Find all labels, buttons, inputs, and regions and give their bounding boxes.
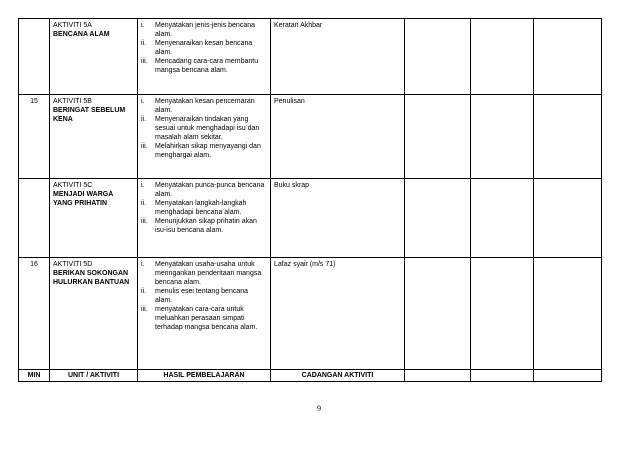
outcome-text: Menyatakan jenis-jenis bencana alam. (155, 22, 256, 38)
week-cell: 15 (19, 95, 50, 179)
unit-code: AKTIVITI 5A (53, 22, 92, 29)
lesson-plan-table (18, 18, 602, 382)
table-row (19, 179, 602, 258)
footer-empty-cell (534, 370, 602, 382)
footer-activity: CADANGAN AKTIVITI (271, 370, 405, 382)
unit-cell (50, 19, 138, 95)
unit-code: AKTIVITI 5B (53, 98, 92, 105)
outcomes-cell (138, 258, 271, 370)
outcome-number: i. (141, 182, 145, 189)
outcome-number: ii. (141, 40, 147, 47)
unit-cell (50, 95, 138, 179)
outcome-item (141, 260, 267, 287)
table-footer-row (19, 370, 602, 382)
outcome-number: i. (141, 98, 145, 105)
table-body (19, 19, 602, 370)
outcome-text: Menyenaraikan tindakan yang sesuai untuk menghadapi isu dan masalah alam sekitar. (155, 116, 260, 141)
outcome-number: i. (141, 22, 145, 29)
activity-cell: Penulisan (271, 95, 405, 179)
outcome-number: iii. (141, 58, 148, 65)
unit-cell (50, 179, 138, 258)
footer-empty-cell (471, 370, 534, 382)
outcome-text: menulis esei tentang bencana alam. (155, 288, 249, 304)
outcome-item (141, 142, 267, 160)
activity-cell: Keratan Akhbar (271, 19, 405, 95)
footer-outcomes: HASIL PEMBELAJARAN (138, 370, 271, 382)
table-row (19, 19, 602, 95)
unit-title: BERINGAT SEBELUM KENA (53, 107, 126, 123)
unit-title: BERIKAN SOKONGAN HULURKAN BANTUAN (53, 270, 130, 286)
table-row (19, 258, 602, 370)
outcome-item (141, 217, 267, 235)
outcome-item (141, 21, 267, 39)
outcome-text: Menyatakan usaha-usaha untuk meringankan penderitaan mangsa bencana alam. (155, 261, 262, 286)
empty-cell (534, 95, 602, 179)
week-cell: 16 (19, 258, 50, 370)
unit-title: MENJADI WARGA YANG PRIHATIN (53, 191, 114, 207)
outcome-number: ii. (141, 288, 147, 295)
outcomes-list (141, 97, 267, 160)
outcome-item (141, 115, 267, 142)
empty-cell (534, 258, 602, 370)
outcome-item (141, 199, 267, 217)
empty-cell (471, 179, 534, 258)
outcome-text: Menyenaraikan kesan bencana alam. (155, 40, 253, 56)
outcome-item (141, 305, 267, 332)
unit-cell (50, 258, 138, 370)
outcome-text: Menunjukkan sikap prihatin akan isu-isu bencana alam. (155, 218, 257, 234)
outcome-number: i. (141, 261, 145, 268)
empty-cell (534, 179, 602, 258)
empty-cell (405, 179, 471, 258)
empty-cell (405, 258, 471, 370)
outcomes-list (141, 21, 267, 75)
table-row (19, 95, 602, 179)
footer-week: MIN (19, 370, 50, 382)
outcome-item (141, 39, 267, 57)
outcome-text: Menyatakan langkah-langkah menghadapi bencana alam. (155, 200, 247, 216)
outcome-text: Melahirkan sikap menyayangi dan menghargai alam. (155, 143, 261, 159)
outcome-item (141, 97, 267, 115)
footer-unit: UNIT / AKTIVITI (50, 370, 138, 382)
unit-title: BENCANA ALAM (53, 31, 110, 38)
outcomes-cell (138, 95, 271, 179)
week-cell (19, 19, 50, 95)
outcome-number: ii. (141, 116, 147, 123)
outcome-item (141, 287, 267, 305)
outcomes-list (141, 181, 267, 235)
outcome-text: menyatakan cara-cara untuk meluahkan perasaan simpati terhadap mangsa bencana alam. (155, 306, 258, 331)
outcomes-cell (138, 19, 271, 95)
unit-code: AKTIVITI 5D (53, 261, 93, 268)
outcome-number: iii. (141, 143, 148, 150)
empty-cell (405, 19, 471, 95)
outcome-text: Mencadang cara-cara membantu mangsa bencana alam. (155, 58, 259, 74)
page-number: 9 (317, 404, 321, 413)
outcomes-list (141, 260, 267, 332)
outcomes-cell (138, 179, 271, 258)
empty-cell (471, 19, 534, 95)
outcome-number: iii. (141, 218, 148, 225)
empty-cell (534, 19, 602, 95)
outcome-item (141, 181, 267, 199)
activity-cell: Lafaz syair (m/s 71) (271, 258, 405, 370)
activity-cell: Buku skrap (271, 179, 405, 258)
outcome-text: Menyatakan punca-punca bencana alam. (155, 182, 265, 198)
empty-cell (471, 95, 534, 179)
outcome-number: ii. (141, 200, 147, 207)
outcome-number: iii. (141, 306, 148, 313)
empty-cell (405, 95, 471, 179)
outcome-item (141, 57, 267, 75)
empty-cell (471, 258, 534, 370)
unit-code: AKTIVITI 5C (53, 182, 93, 189)
week-cell (19, 179, 50, 258)
outcome-text: Menyatakan kesan pencemaran alam. (155, 98, 255, 114)
footer-empty-cell (405, 370, 471, 382)
